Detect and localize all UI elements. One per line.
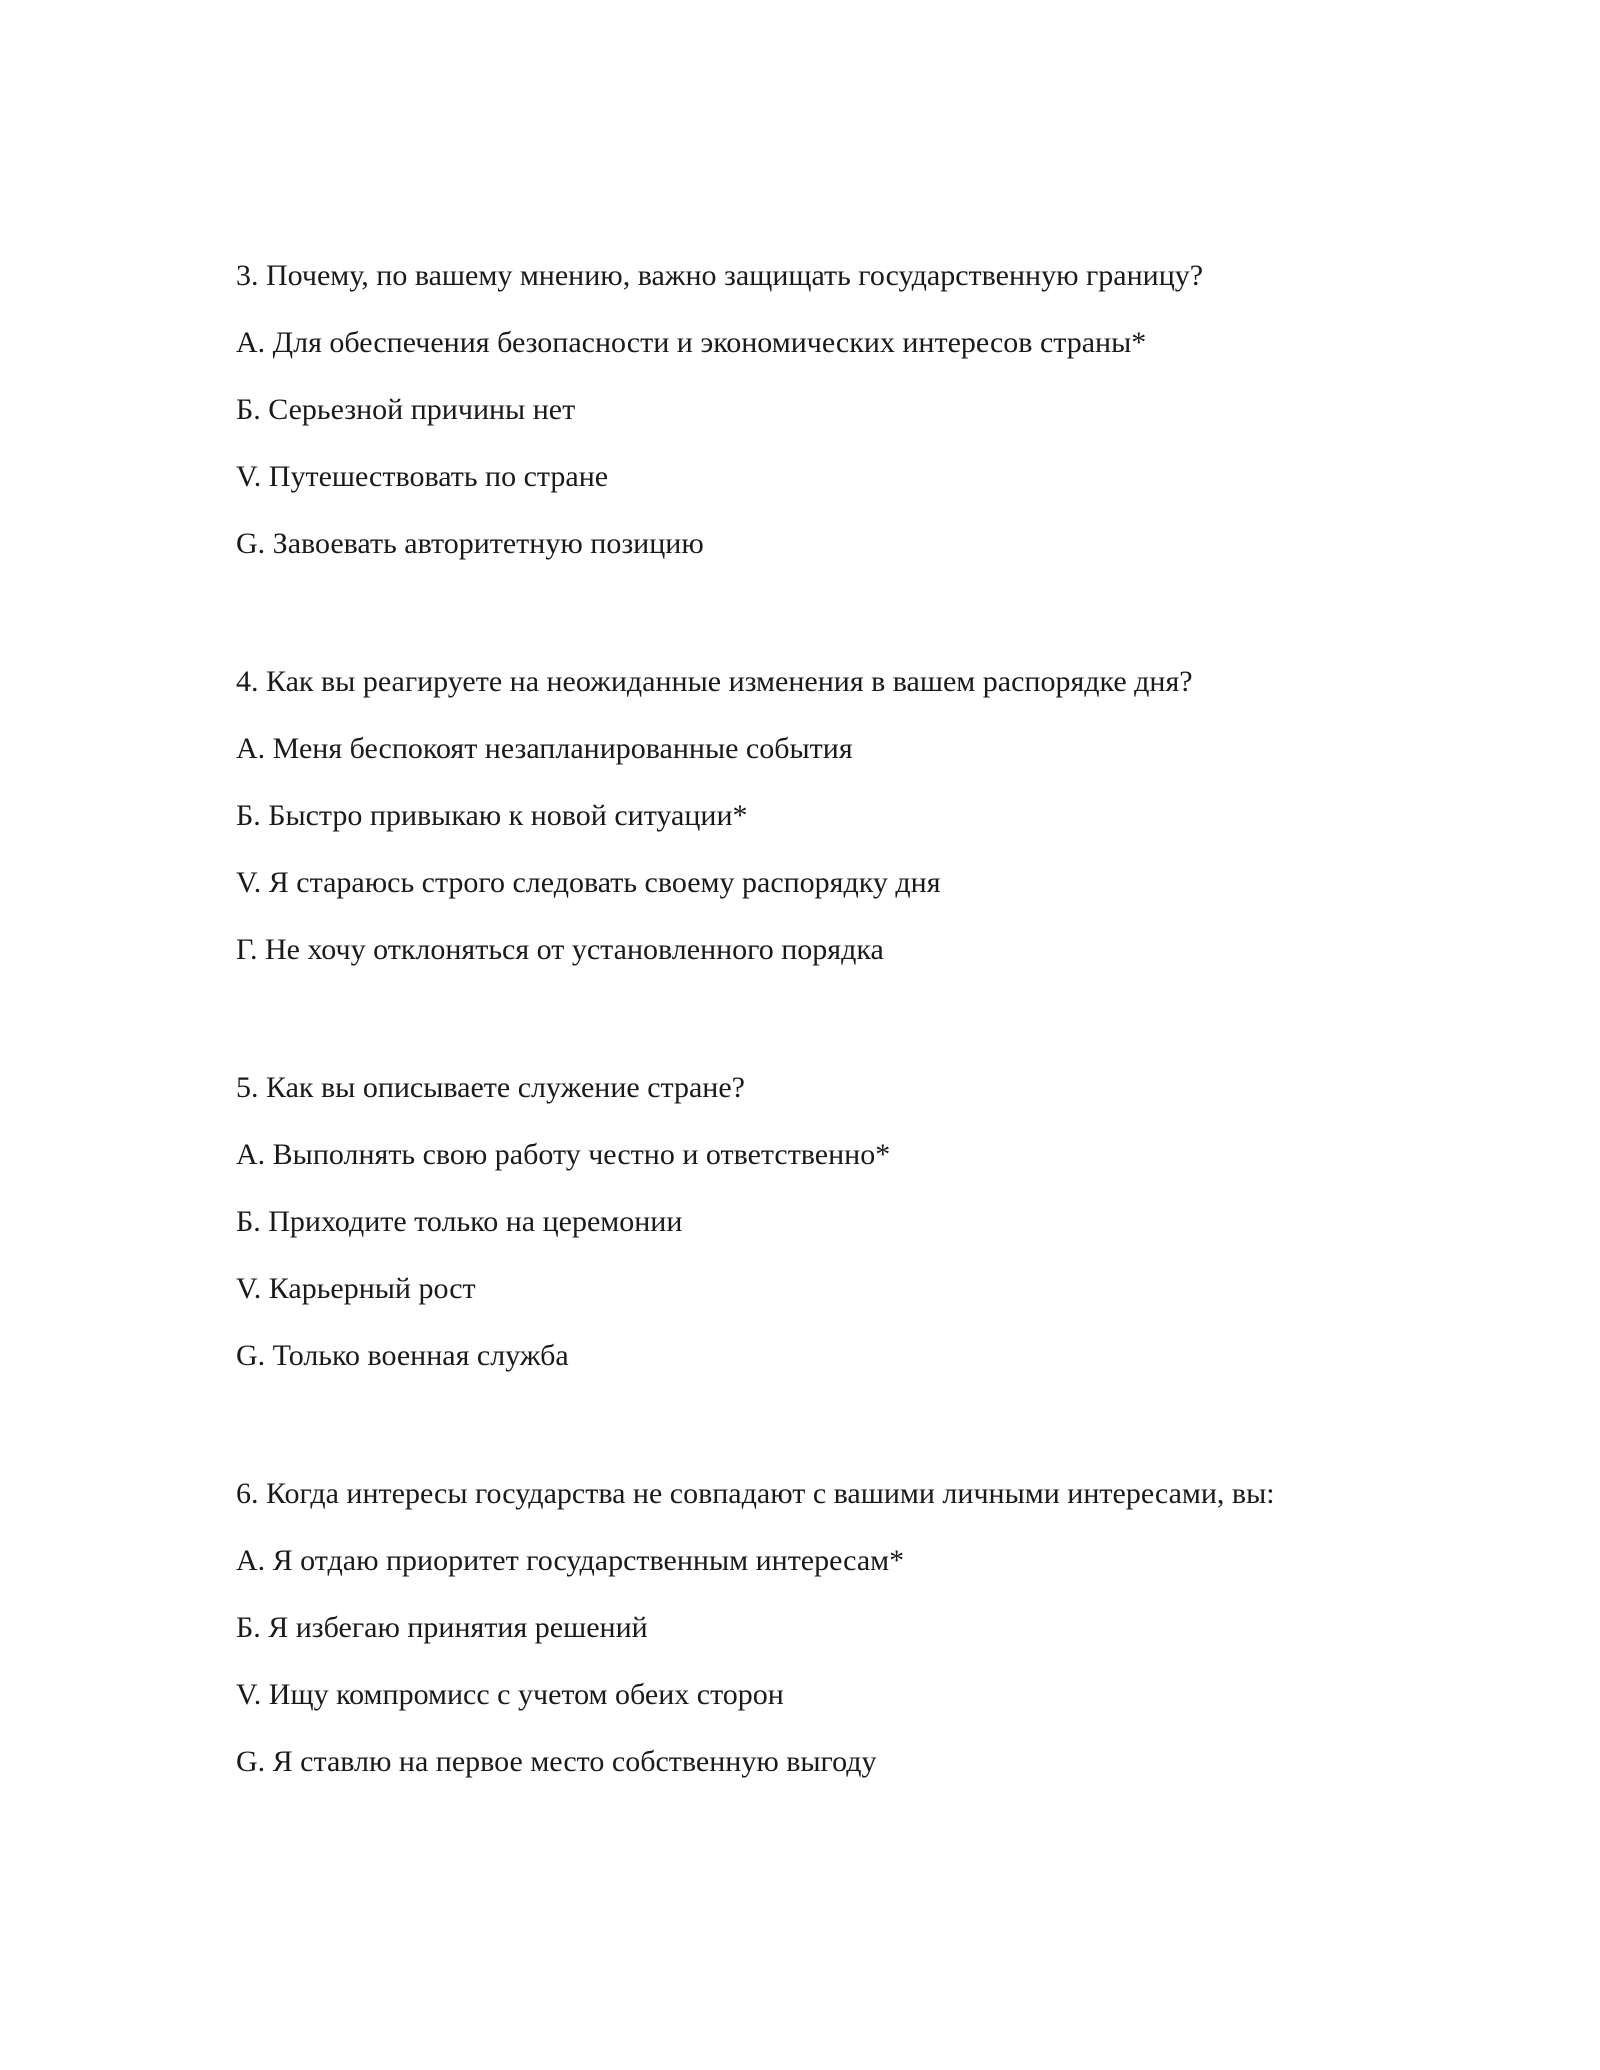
answer-option-g: G. Только военная служба [236,1339,569,1372]
question-text: 6. Когда интересы государства не совпадают с вашими личными интересами, вы: [236,1477,1275,1510]
question-text: 5. Как вы описываете служение стране? [236,1071,745,1104]
answer-option-g: Г. Не хочу отклоняться от установленного порядка [236,933,884,966]
answer-option-b: Б. Я избегаю принятия решений [236,1611,648,1644]
answer-option-v: V. Ищу компромисс с учетом обеих сторон [236,1678,784,1711]
question-3 [236,258,1456,593]
answer-option-b: Б. Быстро привыкаю к новой ситуации* [236,799,748,832]
answer-option-v: V. Путешествовать по стране [236,460,609,493]
answer-option-v: V. Карьерный рост [236,1272,476,1305]
question-6 [236,1476,1456,1811]
answer-option-b: Б. Приходите только на церемонии [236,1205,683,1238]
question-text: 4. Как вы реагируете на неожиданные изменения в вашем распорядке дня? [236,665,1193,698]
answer-option-a: A. Выполнять свою работу честно и ответственно* [236,1138,891,1171]
answer-option-v: V. Я стараюсь строго следовать своему распорядку дня [236,866,941,899]
answer-option-g: G. Я ставлю на первое место собственную выгоду [236,1745,877,1778]
question-text: 3. Почему, по вашему мнению, важно защищать государственную границу? [236,259,1204,292]
answer-option-a: A. Я отдаю приоритет государственным интересам* [236,1544,905,1577]
answer-option-g: G. Завоевать авторитетную позицию [236,527,704,560]
question-5 [236,1070,1456,1405]
answer-option-a: A. Для обеспечения безопасности и экономических интересов страны* [236,326,1147,359]
question-4 [236,664,1456,999]
answer-option-a: А. Меня беспокоят незапланированные события [236,732,853,765]
answer-option-b: Б. Серьезной причины нет [236,393,576,426]
